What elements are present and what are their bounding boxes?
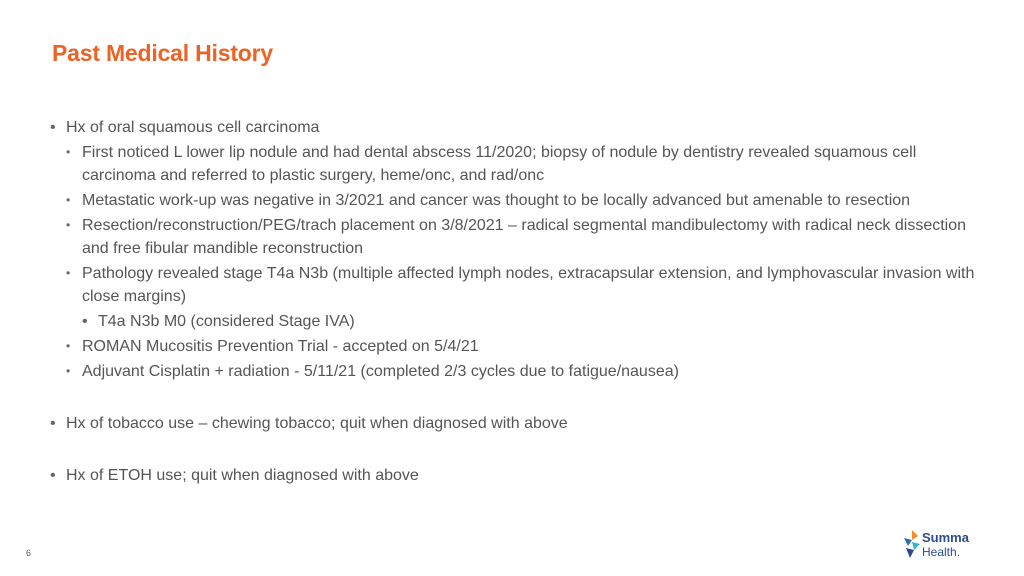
sub-bullet: • ROMAN Mucositis Prevention Trial - accepted on 5/4/21 [48, 335, 988, 358]
page-number: 6 [26, 548, 32, 558]
sub-bullet: • Metastatic work-up was negative in 3/2021 and cancer was thought to be locally advanced but amenable to resection [48, 189, 988, 212]
sub-sub-bullet: • T4a N3b M0 (considered Stage IVA) [48, 310, 988, 333]
bullet-oral-cancer: • Hx of oral squamous cell carcinoma [48, 116, 988, 139]
sub-bullet: • Adjuvant Cisplatin + radiation - 5/11/21 (completed 2/3 cycles due to fatigue/nausea) [48, 360, 988, 383]
sub-bullet: • First noticed L lower lip nodule and had dental abscess 11/2020; biopsy of nodule by dentistry revealed squamous cell carcinoma and referred to plastic surgery, heme/onc, and rad/onc [48, 141, 988, 187]
logo-text [922, 531, 969, 559]
bullet-etoh: • Hx of ETOH use; quit when diagnosed with above [48, 464, 988, 487]
bullet-list [48, 116, 988, 487]
logo-text-line1: Summa [922, 530, 969, 545]
summa-health-logo [902, 528, 982, 564]
logo-text-line2: Health. [922, 545, 961, 559]
sub-bullet: • Pathology revealed stage T4a N3b (multiple affected lymph nodes, extracapsular extension, and lymphovascular invasion with close margins) [48, 262, 988, 308]
bullet-tobacco: • Hx of tobacco use – chewing tobacco; quit when diagnosed with above [48, 412, 988, 435]
sub-bullet: • Resection/reconstruction/PEG/trach placement on 3/8/2021 – radical segmental mandibulectomy with radical neck dissection and free fibular mandible reconstruction [48, 214, 988, 260]
summa-logo-icon [902, 528, 922, 562]
slide-title: Past Medical History [52, 40, 273, 66]
